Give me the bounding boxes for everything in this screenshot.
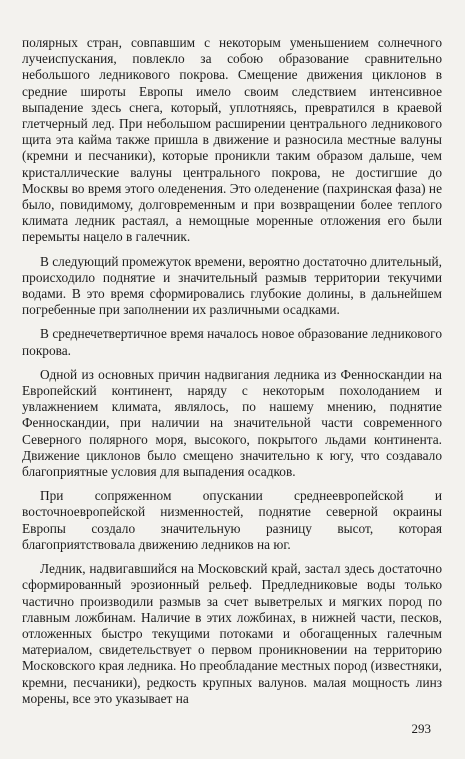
paragraph-6: Ледник, надвигавшийся на Московский край, застал здесь достаточно сформированный эрозионный рельеф. Предледниковые воды только частично производили размыв за счет выветрелых и мягких пород по главным ложбинам. Наличие в этих ложбинах, в нижней части, песков, отложенных быстро текущими потоками и обогащенных галечным материалом, свидетельствует о первом проникновении на территорию Московского края ледника. Но преобладание местных пород (известняки, кремни, песчаники), редкость крупных валунов. малая мощность линз морены, все это указывает на	[22, 561, 442, 706]
paragraph-4: Одной из основных причин надвигания ледника из Фенноскандии на Европейский континент, наряду с некоторым похолоданием и увлажнением климата, являлось, по нашему мнению, поднятие Фенноскандии, при наличии на значительной части современного Северного полярного моря, высокого, покрытого льдами континента. Движение циклонов было смещено значительно к югу, что создавало благоприятные условия для выпадения осадков.	[22, 366, 442, 480]
body-text	[22, 35, 442, 715]
paragraph-2: В следующий промежуток времени, вероятно достаточно длительный, происходило поднятие и значительный размыв территории текучими водами. В это время сформировались глубокие долины, в дальнейшем погребенные при заполнении их различными осадками.	[22, 253, 442, 318]
paragraph-1: полярных стран, совпавшим с некоторым уменьшением солнечного лучеиспускания, повлекло за собою образование сравнительно небольшого ледникового покрова. Смещение движения циклонов в средние широты Европы имело своим следствием интенсивное выпадение здесь снега, который, уплотняясь, превратился в краевой глетчерный лед. При небольшом расширении центрального ледникового щита эта кайма также пришла в движение и разносила местные валуны (кремни и песчаники), которые проникли таким образом дальше, чем кристаллические валуны центрального покрова, не достигшие до Москвы во время этого оледенения. Это оледенение (пахринская фаза) не было, повидимому, долговременным и при возвращении более теплого климата ледник растаял, а немощные моренные отложения его были перемыты нацело в галечник.	[22, 35, 442, 245]
paragraph-5: При сопряженном опускании среднеевропейской и восточноевропейской низменностей, поднятие северной окраины Европы создало значительную разницу высот, которая благоприятствовала движению ледников на юг.	[22, 488, 442, 552]
paragraph-3: В среднечетвертичное время началось новое образование ледникового покрова.	[22, 326, 442, 358]
page-number: 293	[411, 721, 431, 736]
